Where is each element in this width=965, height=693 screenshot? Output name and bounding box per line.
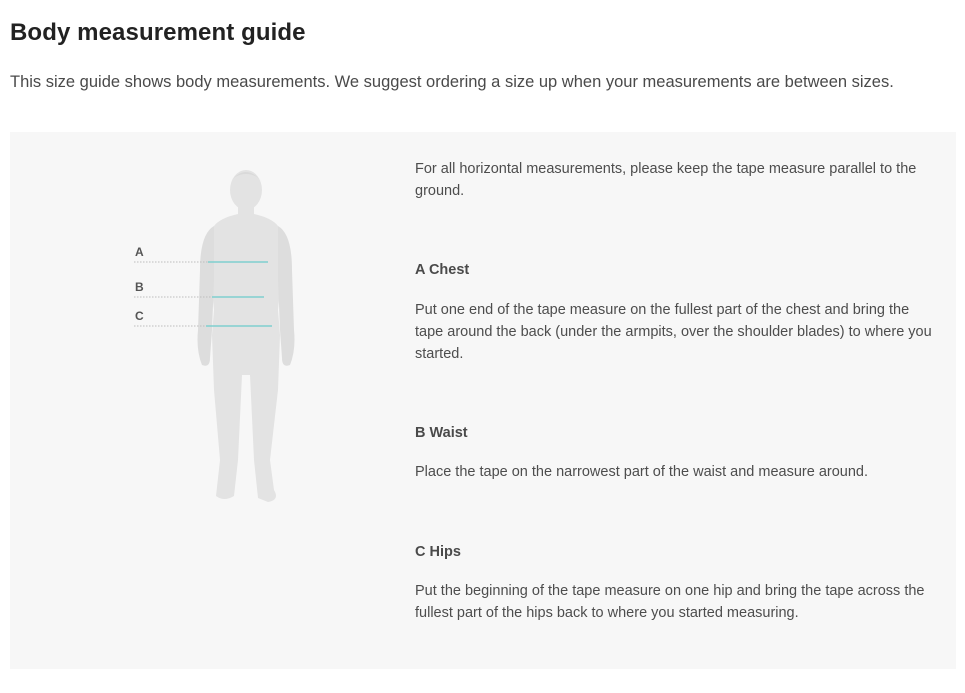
figure-torso: [210, 214, 282, 335]
chest-letter: A: [135, 245, 144, 259]
horizontal-note: For all horizontal measurements, please keep the tape measure parallel to the ground.: [415, 161, 917, 199]
chest-heading: A Chest: [415, 262, 470, 278]
waist-letter: B: [135, 280, 144, 294]
figure-left-arm: [198, 226, 215, 366]
chest-instructions: Put one end of the tape measure on the fullest part of the chest and bring the tape around the back (under the armpits, over the shoulder blades) to where you started.: [415, 302, 932, 362]
measurement-panel: [10, 132, 956, 669]
figure-legs: [212, 335, 280, 502]
figure-right-arm: [278, 226, 295, 366]
body-figure: [128, 160, 298, 510]
body-silhouette-illustration: [128, 160, 298, 510]
hips-heading: C Hips: [415, 544, 461, 560]
hips-letter: C: [135, 309, 144, 323]
hips-instructions: Put the beginning of the tape measure on one hip and bring the tape across the fullest part of the hips back to where you started measuring.: [415, 583, 925, 621]
waist-heading: B Waist: [415, 425, 468, 441]
waist-instructions: Place the tape on the narrowest part of the waist and measure around.: [415, 464, 868, 480]
page-title: Body measurement guide: [10, 19, 306, 46]
intro-text: This size guide shows body measurements. We suggest ordering a size up when your measurements are between sizes.: [10, 73, 894, 91]
